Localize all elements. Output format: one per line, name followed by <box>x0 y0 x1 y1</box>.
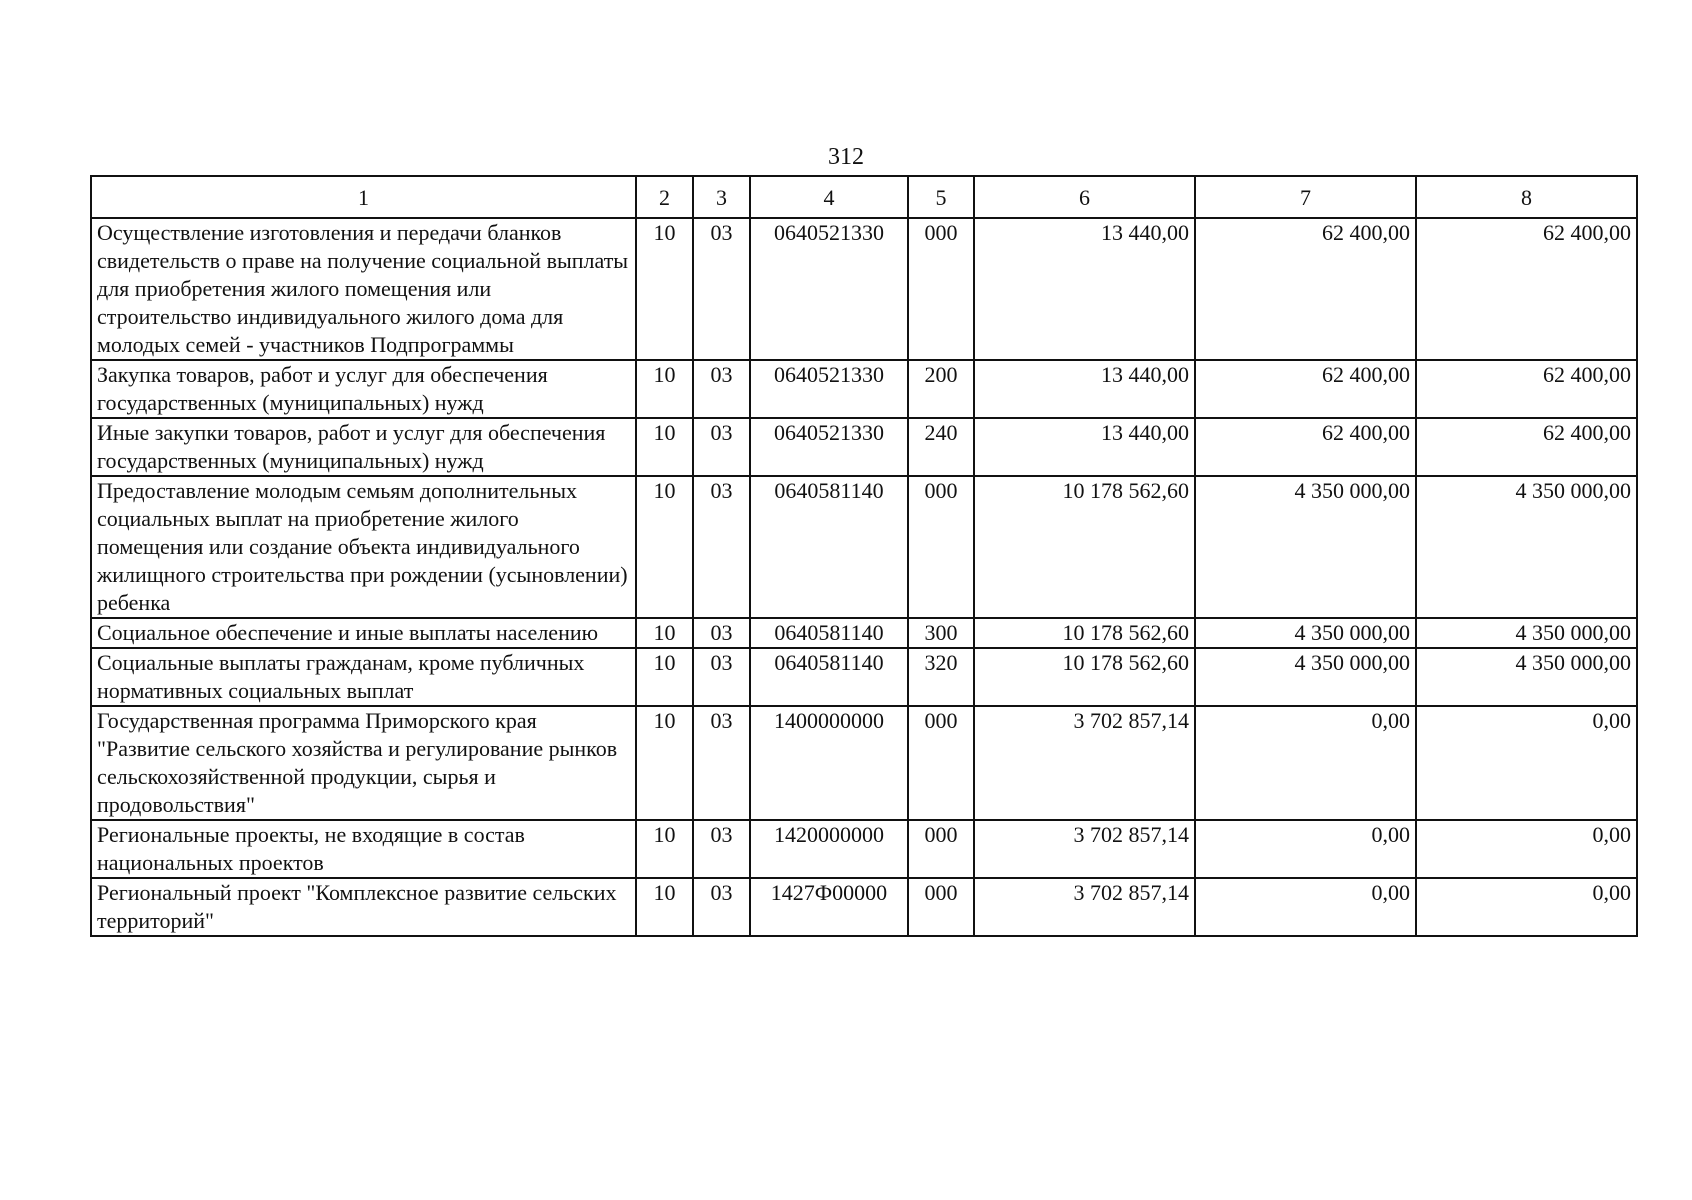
target-article-code: 0640581140 <box>750 648 908 706</box>
target-article-code: 1400000000 <box>750 706 908 820</box>
subsection-code: 03 <box>693 476 750 618</box>
amount-col-6: 3 702 857,14 <box>974 878 1195 936</box>
expense-type-code: 320 <box>908 648 974 706</box>
amount-col-8: 62 400,00 <box>1416 418 1637 476</box>
target-article-code: 0640521330 <box>750 218 908 360</box>
table-row <box>91 878 1637 936</box>
amount-col-8: 0,00 <box>1416 878 1637 936</box>
expense-type-code: 200 <box>908 360 974 418</box>
page-number: 312 <box>828 144 864 170</box>
subsection-code: 03 <box>693 878 750 936</box>
amount-col-8: 0,00 <box>1416 820 1637 878</box>
amount-col-6: 10 178 562,60 <box>974 648 1195 706</box>
amount-col-6: 10 178 562,60 <box>974 476 1195 618</box>
section-code: 10 <box>636 648 693 706</box>
expense-type-code: 000 <box>908 218 974 360</box>
amount-col-8: 4 350 000,00 <box>1416 648 1637 706</box>
table-row <box>91 360 1637 418</box>
amount-col-7: 62 400,00 <box>1195 360 1416 418</box>
table-row <box>91 418 1637 476</box>
column-header: 7 <box>1195 176 1416 218</box>
column-header: 8 <box>1416 176 1637 218</box>
target-article-code: 0640521330 <box>750 418 908 476</box>
row-name: Региональный проект "Комплексное развитие сельских территорий" <box>91 878 636 936</box>
amount-col-7: 0,00 <box>1195 878 1416 936</box>
row-name: Региональные проекты, не входящие в состав национальных проектов <box>91 820 636 878</box>
amount-col-8: 4 350 000,00 <box>1416 618 1637 648</box>
amount-col-7: 62 400,00 <box>1195 418 1416 476</box>
row-name: Иные закупки товаров, работ и услуг для обеспечения государственных (муниципальных) нужд <box>91 418 636 476</box>
amount-col-7: 4 350 000,00 <box>1195 618 1416 648</box>
expense-type-code: 300 <box>908 618 974 648</box>
section-code: 10 <box>636 706 693 820</box>
section-code: 10 <box>636 820 693 878</box>
column-header: 5 <box>908 176 974 218</box>
column-header: 4 <box>750 176 908 218</box>
amount-col-7: 4 350 000,00 <box>1195 476 1416 618</box>
table-row <box>91 820 1637 878</box>
subsection-code: 03 <box>693 648 750 706</box>
table-row <box>91 218 1637 360</box>
subsection-code: 03 <box>693 820 750 878</box>
amount-col-6: 13 440,00 <box>974 218 1195 360</box>
row-name: Осуществление изготовления и передачи бланков свидетельств о праве на получение социальной выплаты для приобретения жилого помещения или строительство индивидуального жилого дома для молодых семей - участников Подпрограммы <box>91 218 636 360</box>
column-header: 2 <box>636 176 693 218</box>
subsection-code: 03 <box>693 360 750 418</box>
expense-type-code: 240 <box>908 418 974 476</box>
section-code: 10 <box>636 418 693 476</box>
amount-col-8: 62 400,00 <box>1416 218 1637 360</box>
amount-col-8: 0,00 <box>1416 706 1637 820</box>
subsection-code: 03 <box>693 418 750 476</box>
amount-col-6: 10 178 562,60 <box>974 618 1195 648</box>
target-article-code: 0640581140 <box>750 476 908 618</box>
expense-type-code: 000 <box>908 476 974 618</box>
subsection-code: 03 <box>693 706 750 820</box>
target-article-code: 0640581140 <box>750 618 908 648</box>
amount-col-6: 13 440,00 <box>974 360 1195 418</box>
target-article-code: 1427Ф00000 <box>750 878 908 936</box>
table-row <box>91 706 1637 820</box>
amount-col-6: 3 702 857,14 <box>974 706 1195 820</box>
section-code: 10 <box>636 618 693 648</box>
amount-col-6: 3 702 857,14 <box>974 820 1195 878</box>
row-name: Государственная программа Приморского края "Развитие сельского хозяйства и регулирование рынков сельскохозяйственной продукции, сырья и продовольствия" <box>91 706 636 820</box>
target-article-code: 1420000000 <box>750 820 908 878</box>
subsection-code: 03 <box>693 218 750 360</box>
amount-col-8: 4 350 000,00 <box>1416 476 1637 618</box>
amount-col-7: 62 400,00 <box>1195 218 1416 360</box>
amount-col-6: 13 440,00 <box>974 418 1195 476</box>
row-name: Предоставление молодым семьям дополнительных социальных выплат на приобретение жилого помещения или создание объекта индивидуального жилищного строительства при рождении (усыновлении) ребенка <box>91 476 636 618</box>
column-header: 6 <box>974 176 1195 218</box>
row-name: Социальные выплаты гражданам, кроме публичных нормативных социальных выплат <box>91 648 636 706</box>
section-code: 10 <box>636 476 693 618</box>
amount-col-7: 4 350 000,00 <box>1195 648 1416 706</box>
header-row <box>91 176 1637 218</box>
amount-col-7: 0,00 <box>1195 706 1416 820</box>
column-header: 3 <box>693 176 750 218</box>
expense-type-code: 000 <box>908 878 974 936</box>
row-name: Закупка товаров, работ и услуг для обеспечения государственных (муниципальных) нужд <box>91 360 636 418</box>
table-row <box>91 476 1637 618</box>
section-code: 10 <box>636 360 693 418</box>
section-code: 10 <box>636 218 693 360</box>
row-name: Социальное обеспечение и иные выплаты населению <box>91 618 636 648</box>
subsection-code: 03 <box>693 618 750 648</box>
section-code: 10 <box>636 878 693 936</box>
column-header: 1 <box>91 176 636 218</box>
table-row <box>91 648 1637 706</box>
expense-type-code: 000 <box>908 706 974 820</box>
amount-col-7: 0,00 <box>1195 820 1416 878</box>
budget-table <box>90 175 1638 937</box>
target-article-code: 0640521330 <box>750 360 908 418</box>
expense-type-code: 000 <box>908 820 974 878</box>
amount-col-8: 62 400,00 <box>1416 360 1637 418</box>
table-row <box>91 618 1637 648</box>
